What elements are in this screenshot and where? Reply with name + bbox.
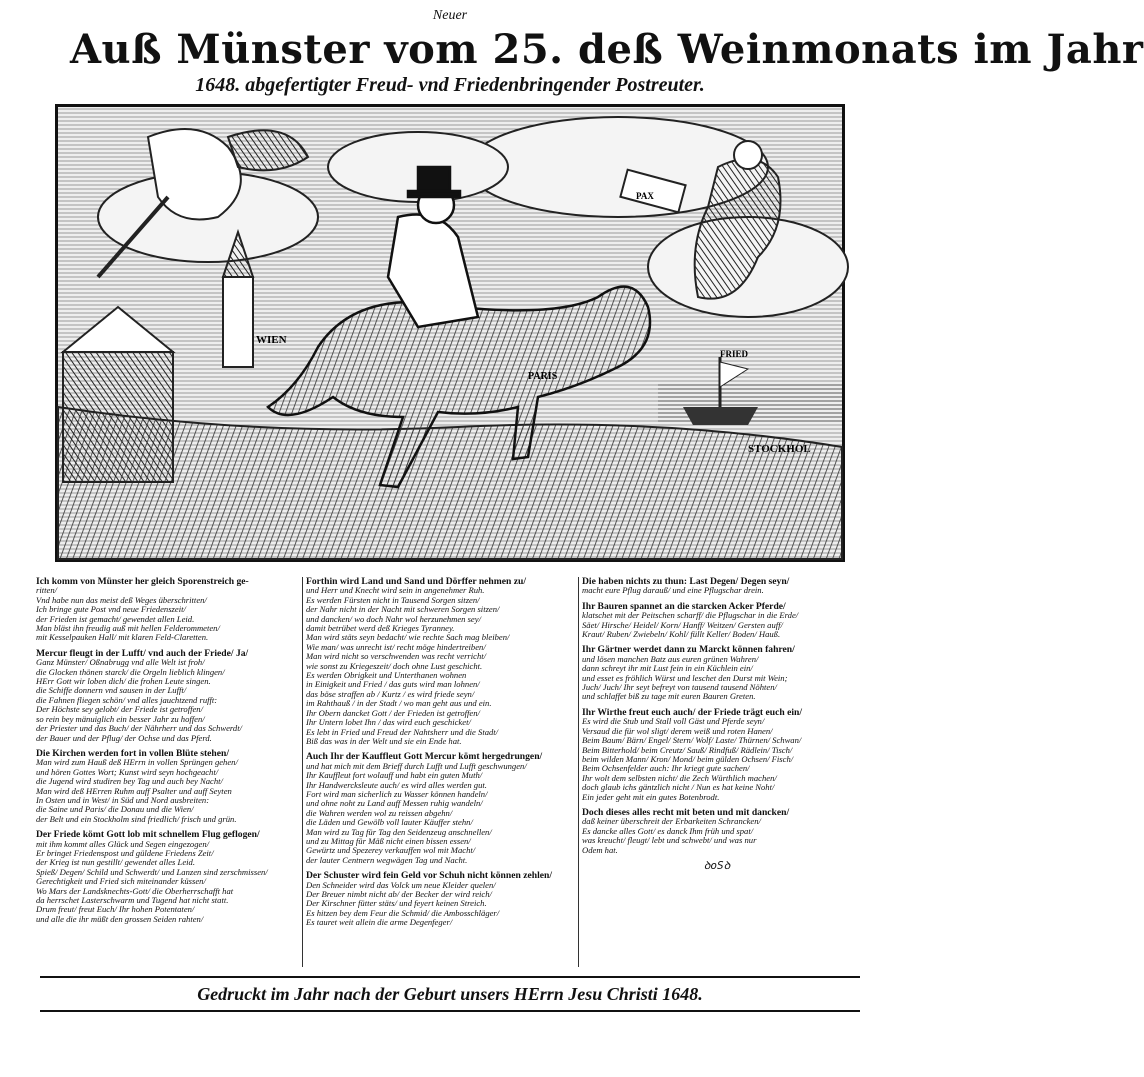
header-main-title: Auß Münster vom 25. deß Weinmonats im Jahr [70, 26, 1144, 73]
imprint-footer: Gedruckt im Jahr nach der Geburt unsers HErrn Jesu Christi 1648. [197, 984, 703, 1004]
poem-line: In Osten und in West/ in Süd und Nord ausbreiten: [36, 794, 210, 805]
poem-line: mit ihm kommt alles Glück und Segen eingezogen/ [36, 838, 210, 849]
poem-line: und ohne noht zu Land auff Messen ruhig wandeln/ [306, 798, 483, 809]
poem-line: Der Kirschner fütter stäts/ und feyert keinen Streich. [306, 898, 487, 909]
poem-line: Spieß/ Degen/ Schild und Schwerdt/ und Lanzen sind zerschmissen/ [36, 866, 268, 877]
poem-line: Es werden Obrigkeit und Unterthanen wohnen [306, 670, 467, 681]
poem-line: Es lebt in Fried und Freud der Nahtsherr und die Stadt/ [306, 726, 499, 737]
poem-line: der lauter Centnern wegwägen Tag und Nacht. [306, 854, 468, 865]
poem-line: Mercur fleugt in der Lufft/ vnd auch der Friede/ Ja/ [36, 647, 249, 659]
poem-line: Es hitzen bey dem Feur die Schmid/ die Ambosschläger/ [306, 907, 500, 918]
poem-line: in Einigkeit und Fried / das guts wird man lohnen/ [306, 679, 480, 690]
poem-line: Gerechtigkeit und Fried sich miteinander küssen/ [36, 876, 206, 887]
poem-line: und esset es fröhlich Würst und leschet den Durst mit Wein; [582, 672, 788, 683]
poem-line: HErr Gott wir loben dich/ die frohen Leute singen. [36, 676, 211, 687]
poem-column-2 [306, 577, 576, 967]
poem-line: doch glaub ichs gäntzlich nicht / Nun es hat keine Noht/ [582, 782, 775, 793]
poem-line: Man bläst ihn freudig auß mit hellen Felderommeten/ [36, 623, 220, 634]
poem-line: klatschet mit der Peitschen scharff/ die Pflugschar in die Erde/ [582, 610, 799, 621]
footer-rule-bottom [40, 1010, 860, 1012]
poem-stanza [306, 752, 576, 865]
poem-line: Wo Mars der Landsknechts-Gott/ die Oberherrschafft hat [36, 885, 234, 896]
poem-line: wie sonst zu Kriegeszeit/ doch ohne Lust geschicht. [306, 660, 483, 671]
poem-line: Der Höchste sey gelobt/ der Friede ist getroffen/ [36, 704, 203, 715]
poem-line: Kraut/ Ruben/ Zwiebeln/ Kohl/ füllt Keller/ Boden/ Hauß. [582, 629, 781, 640]
poem-line: die Jugend wird studiren bey Tag und auch bey Nacht/ [36, 776, 223, 787]
poem-line: im Rahthauß / in der Stadt / wo man geht aus und ein. [306, 698, 492, 709]
poem-line: Ganz Münster/ Oßnabrugg vnd alle Welt ist froh/ [36, 657, 205, 668]
poem-line: und schlaffet biß zu tage mit euren Bauren Greten. [582, 691, 756, 702]
poem-stanza [306, 577, 576, 746]
poem-line: Vnd habe nun das meist deß Weges überschritten/ [36, 594, 207, 605]
poem-line: macht eure Pflug darauß/ und eine Pflugschar drein. [582, 585, 764, 596]
poem-line: Ihr wolt dem selbsten nicht/ die Zech Würthlich machen/ [582, 772, 777, 783]
poem-line: und hören Gottes Wort; Kunst wird seyn hochgeacht/ [36, 766, 219, 777]
poem-line: die Schiffe donnern vnd sausen in der Lufft/ [36, 685, 187, 696]
poem-line: Man wird zum Hauß deß HErrn in vollen Sprüngen gehen/ [36, 757, 238, 768]
poem-line: Beim Bitterhold/ beim Creutz/ Sauß/ Rindfuß/ Rädlein/ Tisch/ [582, 744, 793, 755]
poem-line: beim wilden Mann/ Kron/ Mond/ beim gülden Ochsen/ Fisch/ [582, 753, 794, 764]
label-stockholm: STOCKHOL [748, 443, 811, 455]
poem-line: der Frieden ist gemacht/ gewendet allen Leid. [36, 613, 195, 624]
poem-stanza [582, 602, 852, 640]
poem-line: Er bringet Friedenspost und güldene Friedens Zeit/ [36, 847, 214, 858]
header-subtitle: 1648. abgefertigter Freud- vnd Friedenbringender Postreuter. [195, 74, 705, 96]
poem-stanza [582, 645, 852, 701]
header-small-title: Neuer [432, 8, 468, 23]
poem-line: die Fahnen fliegen schön/ vnd alles jauchtzend rufft: [36, 694, 218, 705]
label-wien: WIEN [256, 334, 287, 346]
poem-line: der Belt und ein Stockholm sind friedlich/ frisch und grün. [36, 813, 237, 824]
poem-line: und lösen manchen Batz aus euren grünen Wahren/ [582, 653, 759, 664]
poem-line: Der Breuer nimbt nicht ab/ der Becker der wird reich/ [306, 889, 492, 899]
poem-line: und hat mich mit dem Brieff durch Lufft und Lufft geschwungen/ [306, 760, 527, 771]
poem-line: damit betrübet werd deß Krieges Tyranney. [306, 623, 455, 634]
poem-line: Ihr Untern lobet Ihn / das wird euch geschicket/ [306, 717, 471, 728]
label-paris: PARIS [528, 371, 558, 382]
poem-line: Auch Ihr der Kauffleut Gott Mercur kömt hergedrungen/ [306, 751, 543, 763]
poem-line: was kreucht/ fleugt/ lebt und schwebt/ und was nur [582, 835, 757, 846]
poem-line: Die Kirchen werden fort in vollen Blüte stehen/ [36, 747, 230, 759]
footer-rule-top [40, 976, 860, 978]
poem-line: Forthin wird Land und Sand und Dörffer nehmen zu/ [306, 576, 526, 587]
poem-line: Es dancke alles Gott/ es danck Ihm früh und spat/ [582, 825, 754, 836]
printer-signet: ꝺoSꝺ [703, 858, 731, 872]
poem-line: Ich bringe gute Post vnd neue Friedenszeit/ [36, 604, 186, 615]
poem-line: Juch/ Juch/ Ihr seyt befreyt von tausend tausend Nöhten/ [582, 682, 777, 693]
poem-stanza [36, 830, 301, 924]
poem-line: der Priester und das Buch/ der Nährherr und das Schwerdt/ [36, 723, 243, 734]
poem-line: und alle die ihr müßt den grossen Seiden rahten/ [36, 913, 204, 924]
poem-line: der Krieg ist nun gestillt/ gewendet alles Leid. [36, 857, 195, 868]
poem-line: die Saine und Paris/ die Donau und die Wien/ [36, 804, 194, 815]
poem-line: Gewürtz und Spezerey verkauffen wol mit Macht/ [306, 845, 476, 856]
poem-line: da herrschet Lasterschwarm und Tugend hat nicht statt. [36, 895, 229, 905]
poem-line: Wie man/ was unrecht ist/ recht möge hindertreiben/ [306, 641, 486, 652]
poem-line: Die haben nichts zu thun: Last Degen/ Degen seyn/ [582, 576, 790, 587]
poem-line: Ich komm von Münster her gleich Sporenstreich ge- [36, 576, 249, 587]
poem-line: Drum freut/ freut Euch/ Ihr hohen Potentaten/ [36, 904, 195, 915]
column-divider [302, 577, 303, 967]
poem-line: die Glocken thönen starck/ die Orgeln lieblich klingen/ [36, 666, 225, 677]
poem-line: Ihr Kauffleut fort wolauff und habt ein guten Muth/ [306, 770, 483, 781]
poem-line: Es tauret weit allein die arme Degenfeger/ [306, 917, 453, 928]
poem-line: Der Schuster wird fein Geld vor Schuh nicht können zehlen/ [306, 870, 552, 882]
label-pax: PAX [636, 191, 654, 201]
poem-line: so rein bey mänuiglich ein besser Jahr zu hoffen/ [36, 713, 205, 724]
poem-line: das böse straffen ab / Kurtz / es wird friede seyn/ [306, 688, 475, 699]
poem-stanza [36, 649, 301, 743]
poem-line: daß keiner überschreit der Erbarkeiten Schrancken/ [582, 816, 761, 827]
poem-column-1 [36, 577, 301, 967]
poem-line: Es wird die Stub und Stall voll Gäst und Pferde seyn/ [582, 716, 765, 727]
poem-line: Der Friede kömt Gott lob mit schnellem Flug geflogen/ [36, 829, 260, 841]
poem-line: Ein jeder geht mit ein gutes Botenbrodt. [582, 791, 720, 802]
poem-column-3 [582, 577, 852, 967]
poem-line: die Wahren werden wol zu reissen abgehn/ [306, 807, 453, 818]
poem-line: dann schreyt ihr mit Lust fein in ein Küchlein ein/ [582, 663, 753, 674]
poem-line: Man wird stäts seyn bedacht/ wie rechte Sach mag bleiben/ [306, 632, 510, 643]
poem-line: Man wird nicht so verschwenden was recht verricht/ [306, 651, 487, 662]
poem-line: Versaud die für wol sligt/ derem weiß und roten Hanen/ [582, 725, 773, 736]
poem-line: Fort wird man sicherlich zu Wasser können handeln/ [306, 788, 488, 799]
poem-line: Ihr Obern dancket Gott / der Frieden ist getroffen/ [306, 707, 480, 718]
poem-line: ritten/ [36, 585, 58, 596]
poem-columns [36, 577, 866, 967]
poem-line: Den Schneider wird das Volck um neue Kleider quelen/ [306, 879, 496, 890]
poem-line: Beim Ochsenfelder auch: Ihr kriegt gute sachen/ [582, 763, 750, 774]
poem-stanza [582, 708, 852, 802]
column-divider [578, 577, 579, 967]
poem-line: Säet/ Hirsche/ Heidel/ Korn/ Hanff/ Weitzen/ Gersten auff/ [582, 619, 783, 630]
poem-line: Ihr Handwercksleute auch/ es wird alles werden gut. [306, 779, 487, 790]
poem-stanza [582, 577, 852, 596]
poem-line: der Nahr nicht in der Nacht mit schweren Sorgen sitzen/ [306, 604, 500, 615]
label-fried: FRIED [720, 349, 749, 359]
poem-line: und zu Mittag für Mäß nicht einen bissen essen/ [306, 835, 471, 846]
poem-line: der Bauer und der Pflug/ der Ochse und das Pferd. [36, 732, 212, 743]
poem-line: Ihr Gärtner werdet dann zu Marckt können fahren/ [582, 644, 795, 656]
poem-stanza [36, 577, 301, 643]
poem-line: Biß das was in der Welt und sie ein Ende hat. [306, 735, 462, 746]
poem-line: Ihr Wirthe freut euch auch/ der Friede trägt euch ein/ [582, 706, 803, 718]
poem-line: Odem hat. [582, 844, 618, 855]
poem-line: Man wird zu Tag für Tag den Seidenzeug anschnellen/ [306, 826, 492, 837]
poem-line: und Herr und Knecht wird sein in angenehmer Ruh. [306, 585, 485, 596]
poem-line: Doch dieses alles recht mit beten und mit dancken/ [582, 806, 790, 818]
poem-stanza [306, 871, 576, 927]
poem-line: und dancken/ wo doch Nahr wol herzunehmen sey/ [306, 613, 481, 624]
poem-line: Ihr Bauren spannet an die starcken Acker Pferde/ [582, 600, 786, 612]
poem-stanza [582, 808, 852, 855]
poem-line: Man wird deß HErren Ruhm auff Psalter und auff Seyten [36, 785, 232, 796]
poem-line: Beim Baum/ Bärn/ Engel/ Stern/ Wolf/ Laste/ Thürnen/ Schwan/ [582, 735, 802, 746]
poem-line: mit Kesselpauken Hall/ mit klaren Feld-Claretten. [36, 632, 209, 643]
woodcut-illustration [55, 104, 845, 562]
poem-line: die Läden und Gewölb voll lauter Käuffer stehn/ [306, 817, 473, 828]
poem-stanza [36, 749, 301, 824]
poem-line: Es werden Fürsten nicht in Tausend Sorgen sitzen/ [306, 594, 480, 605]
